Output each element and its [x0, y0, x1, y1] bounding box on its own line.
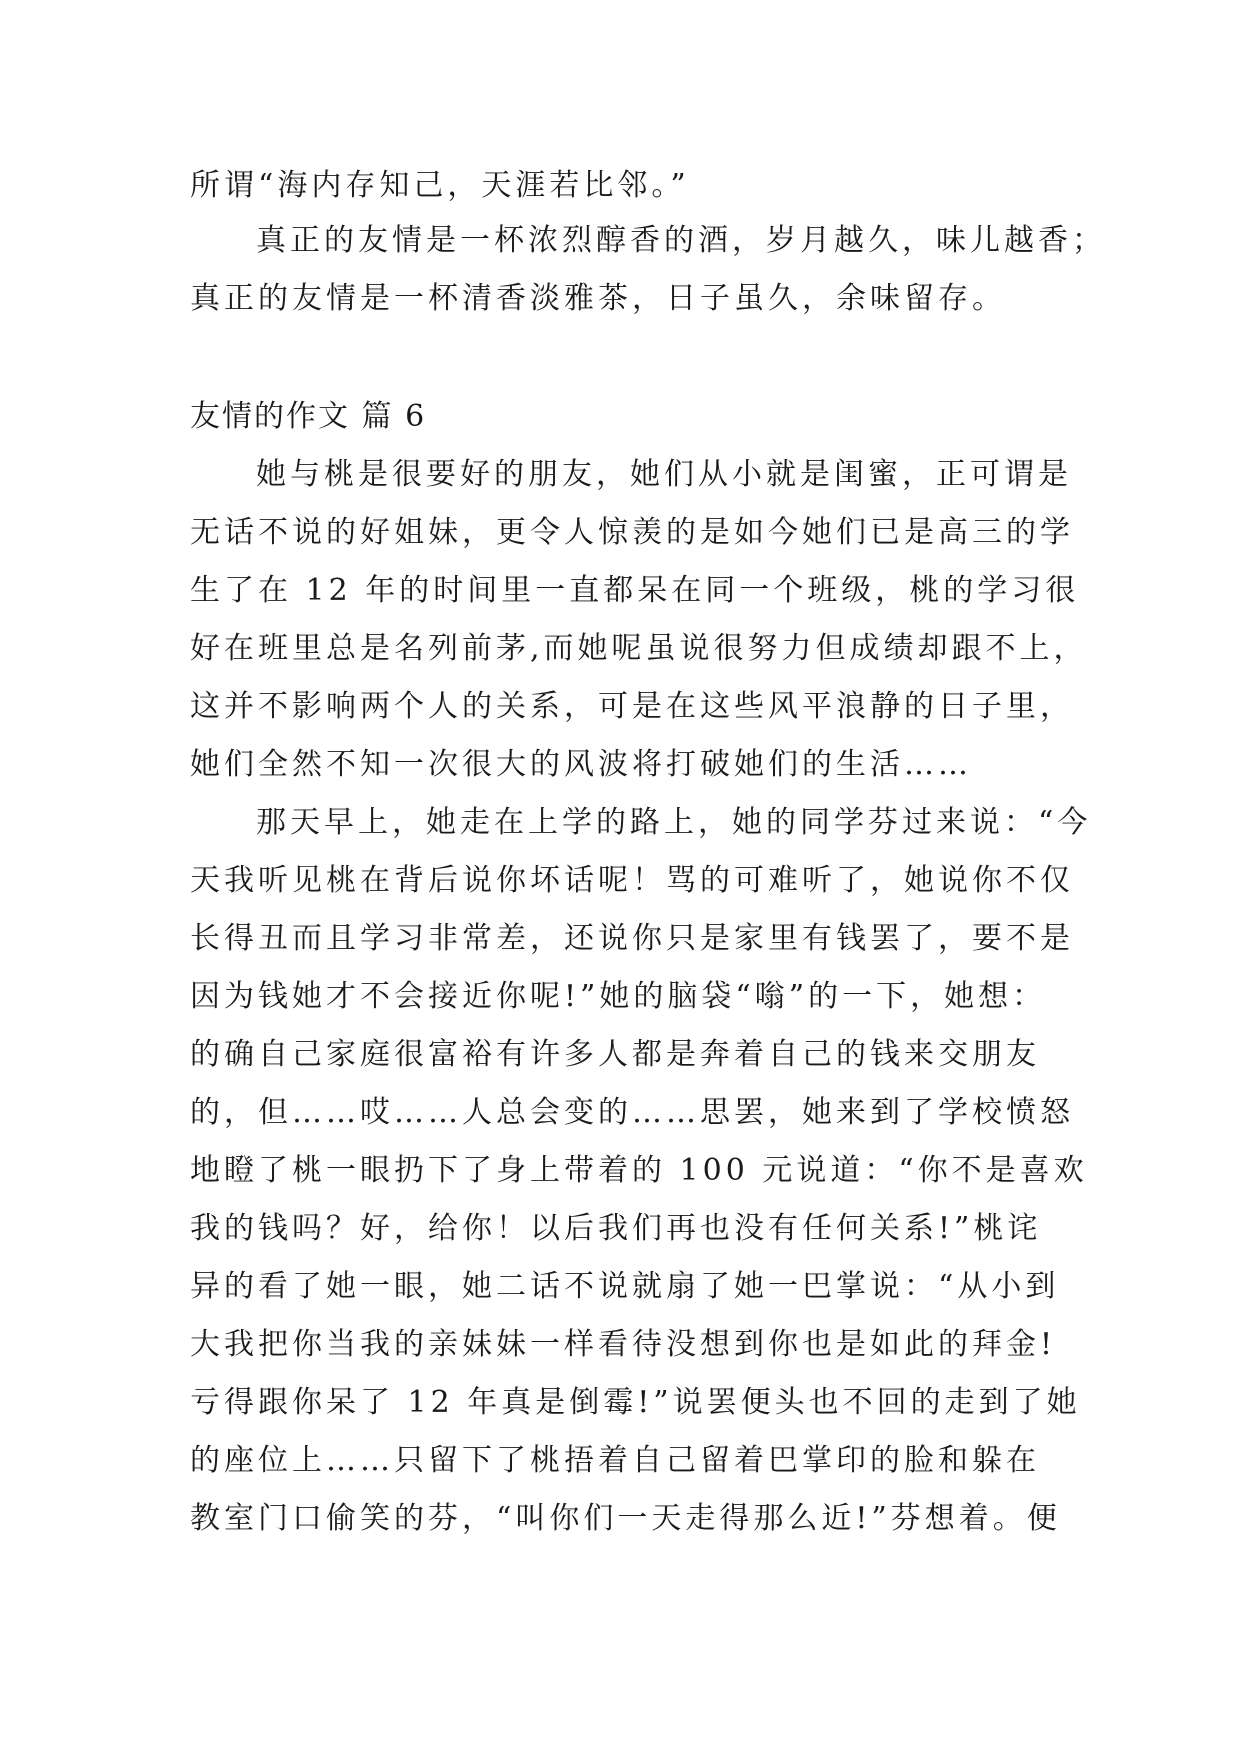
text-line: 亏得跟你呆了 12 年真是倒霉!”说罢便头也不回的走到了她: [190, 1385, 1081, 1420]
essay-section: [190, 388, 1092, 1548]
text-line: 的，但……哎……人总会变的……思罢，她来到了学校愤怒: [190, 1095, 1074, 1130]
text-line: 好在班里总是名列前茅,而她呢虽说很努力但成绩却跟不上，: [190, 631, 1088, 666]
text-line: 的座位上……只留下了桃捂着自己留着巴掌印的脸和躲在: [190, 1443, 1040, 1478]
text-line: 地瞪了桃一眼扔下了身上带着的 100 元说道：“你不是喜欢: [190, 1153, 1088, 1188]
paragraph-2: [190, 794, 1092, 1548]
paragraph-1: [190, 446, 1088, 794]
text-line: 因为钱她才不会接近你呢!”她的脑袋“嗡”的一下，她想：: [190, 979, 1047, 1014]
text-line: 那天早上，她走在上学的路上，她的同学芬过来说：“今: [256, 805, 1092, 840]
text-line: 生了在 12 年的时间里一直都呆在同一个班级，桃的学习很: [190, 573, 1080, 608]
text-line: 真正的友情是一杯清香淡雅茶，日子虽久，余味留存。: [190, 281, 1006, 316]
text-line: 真正的友情是一杯浓烈醇香的酒，岁月越久，味儿越香；: [256, 223, 1106, 258]
text-line: 教室门口偷笑的芬，“叫你们一天走得那么近!”芬想着。便: [190, 1501, 1061, 1536]
text-line: 天我听见桃在背后说你坏话呢！骂的可难听了，她说你不仅: [190, 863, 1074, 898]
text-line: 这并不影响两个人的关系，可是在这些风平浪静的日子里，: [190, 689, 1074, 724]
text-line: 异的看了她一眼，她二话不说就扇了她一巴掌说：“从小到: [190, 1269, 1060, 1304]
text-line: 大我把你当我的亲妹妹一样看待没想到你也是如此的拜金!: [190, 1327, 1057, 1362]
text-line: 她们全然不知一次很大的风波将打破她们的生活……: [190, 747, 972, 782]
text-line: 所谓“海内存知己，天涯若比邻。”: [190, 168, 690, 203]
text-line: 我的钱吗？好，给你！以后我们再也没有任何关系!”桃诧: [190, 1211, 1042, 1246]
intro-paragraph: [190, 157, 1070, 215]
text-line: 无话不说的好姐妹，更令人惊羡的是如今她们已是高三的学: [190, 515, 1074, 550]
text-line: 长得丑而且学习非常差，还说你只是家里有钱罢了，要不是: [190, 921, 1074, 956]
text-line: 的确自己家庭很富裕有许多人都是奔着自己的钱来交朋友: [190, 1037, 1040, 1072]
text-line: 她与桃是很要好的朋友，她们从小就是闺蜜，正可谓是: [256, 457, 1072, 492]
closing-paragraph: [190, 212, 1106, 328]
section-title: 友情的作文 篇 6: [190, 399, 427, 434]
